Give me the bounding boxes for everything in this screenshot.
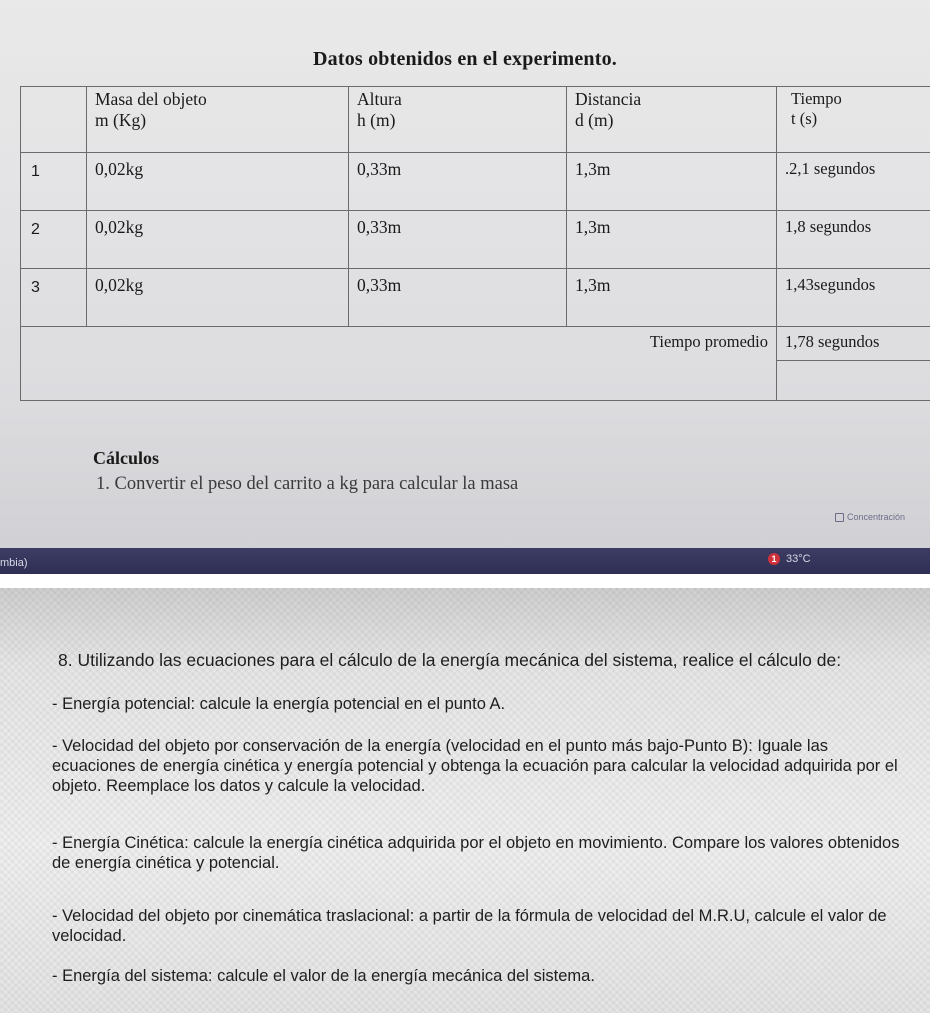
average-label: Tiempo promedio xyxy=(21,327,777,361)
focus-label: Concentración xyxy=(847,512,906,522)
row-time: .2,1 segundos xyxy=(777,153,930,211)
calculation-item: 1. Convertir el peso del carrito a kg para calcular la masa xyxy=(96,474,519,494)
header-distance xyxy=(567,87,777,153)
tail-cell-time xyxy=(777,361,930,401)
header-distance-unit: d (m) xyxy=(575,110,614,130)
header-time-label: Tiempo xyxy=(791,89,842,108)
taskbar-left-text: mbia) xyxy=(0,557,28,569)
temperature: 33°C xyxy=(786,553,811,565)
header-mass-label: Masa del objeto xyxy=(95,89,207,109)
row-height: 0,33m xyxy=(349,269,567,327)
task-kinetic-energy: - Energía Cinética: calcule la energía cinética adquirida por el objeto en movimiento. Compare los valores obtenidos de energía cinética y potencial. xyxy=(52,834,900,872)
header-time-unit: t (s) xyxy=(791,109,818,128)
warning-icon: 1 xyxy=(768,553,780,565)
row-number: 3 xyxy=(21,269,87,327)
row-height: 0,33m xyxy=(349,211,567,269)
focus-icon xyxy=(835,513,844,522)
row-distance: 1,3m xyxy=(567,153,777,211)
average-value: 1,78 segundos xyxy=(777,327,930,361)
header-index-cell xyxy=(21,87,87,153)
task-system-energy: - Energía del sistema: calcule el valor de la energía mecánica del sistema. xyxy=(52,967,595,985)
taskbar xyxy=(0,548,930,574)
row-mass: 0,02kg xyxy=(87,211,349,269)
row-mass: 0,02kg xyxy=(87,269,349,327)
photo-gap xyxy=(0,574,930,588)
weather-widget[interactable] xyxy=(768,553,811,565)
table-header-row xyxy=(21,87,930,153)
table-row xyxy=(21,269,930,327)
header-mass xyxy=(87,87,349,153)
row-mass: 0,02kg xyxy=(87,153,349,211)
header-mass-unit: m (Kg) xyxy=(95,110,147,130)
row-height: 0,33m xyxy=(349,153,567,211)
table-tail-row xyxy=(21,361,930,401)
header-height-unit: h (m) xyxy=(357,110,396,130)
header-time xyxy=(777,87,930,153)
document-title: Datos obtenidos en el experimento. xyxy=(313,48,617,70)
row-time: 1,8 segundos xyxy=(777,211,930,269)
row-distance: 1,3m xyxy=(567,269,777,327)
tail-cell xyxy=(21,361,777,401)
worksheet-photo xyxy=(0,588,930,1013)
task-potential-energy: - Energía potencial: calcule la energía potencial en el punto A. xyxy=(52,695,506,713)
header-height-label: Altura xyxy=(357,89,402,109)
table-row xyxy=(21,211,930,269)
row-distance: 1,3m xyxy=(567,211,777,269)
table-row xyxy=(21,153,930,211)
header-height xyxy=(349,87,567,153)
row-number: 1 xyxy=(21,153,87,211)
header-distance-label: Distancia xyxy=(575,89,642,109)
average-row xyxy=(21,327,930,361)
row-time: 1,43segundos xyxy=(777,269,930,327)
data-table xyxy=(20,86,930,401)
task-velocity-conservation: - Velocidad del objeto por conservación de la energía (velocidad en el punto más bajo-Punto B): Iguale las ecuaciones de energía cinética y energía potencial y obtenga la ecuación para calcular la velocidad adquirida por el objeto. Reemplace los datos y calcule la velocidad. xyxy=(52,737,898,795)
row-number: 2 xyxy=(21,211,87,269)
task-velocity-kinematics: - Velocidad del objeto por cinemática traslacional: a partir de la fórmula de velocidad del M.R.U, calcule el valor de velocidad. xyxy=(52,907,887,945)
focus-button[interactable] xyxy=(835,512,905,522)
question-8: 8. Utilizando las ecuaciones para el cálculo de la energía mecánica del sistema, realice el cálculo de: xyxy=(58,650,842,670)
calculations-heading: Cálculos xyxy=(93,448,160,468)
